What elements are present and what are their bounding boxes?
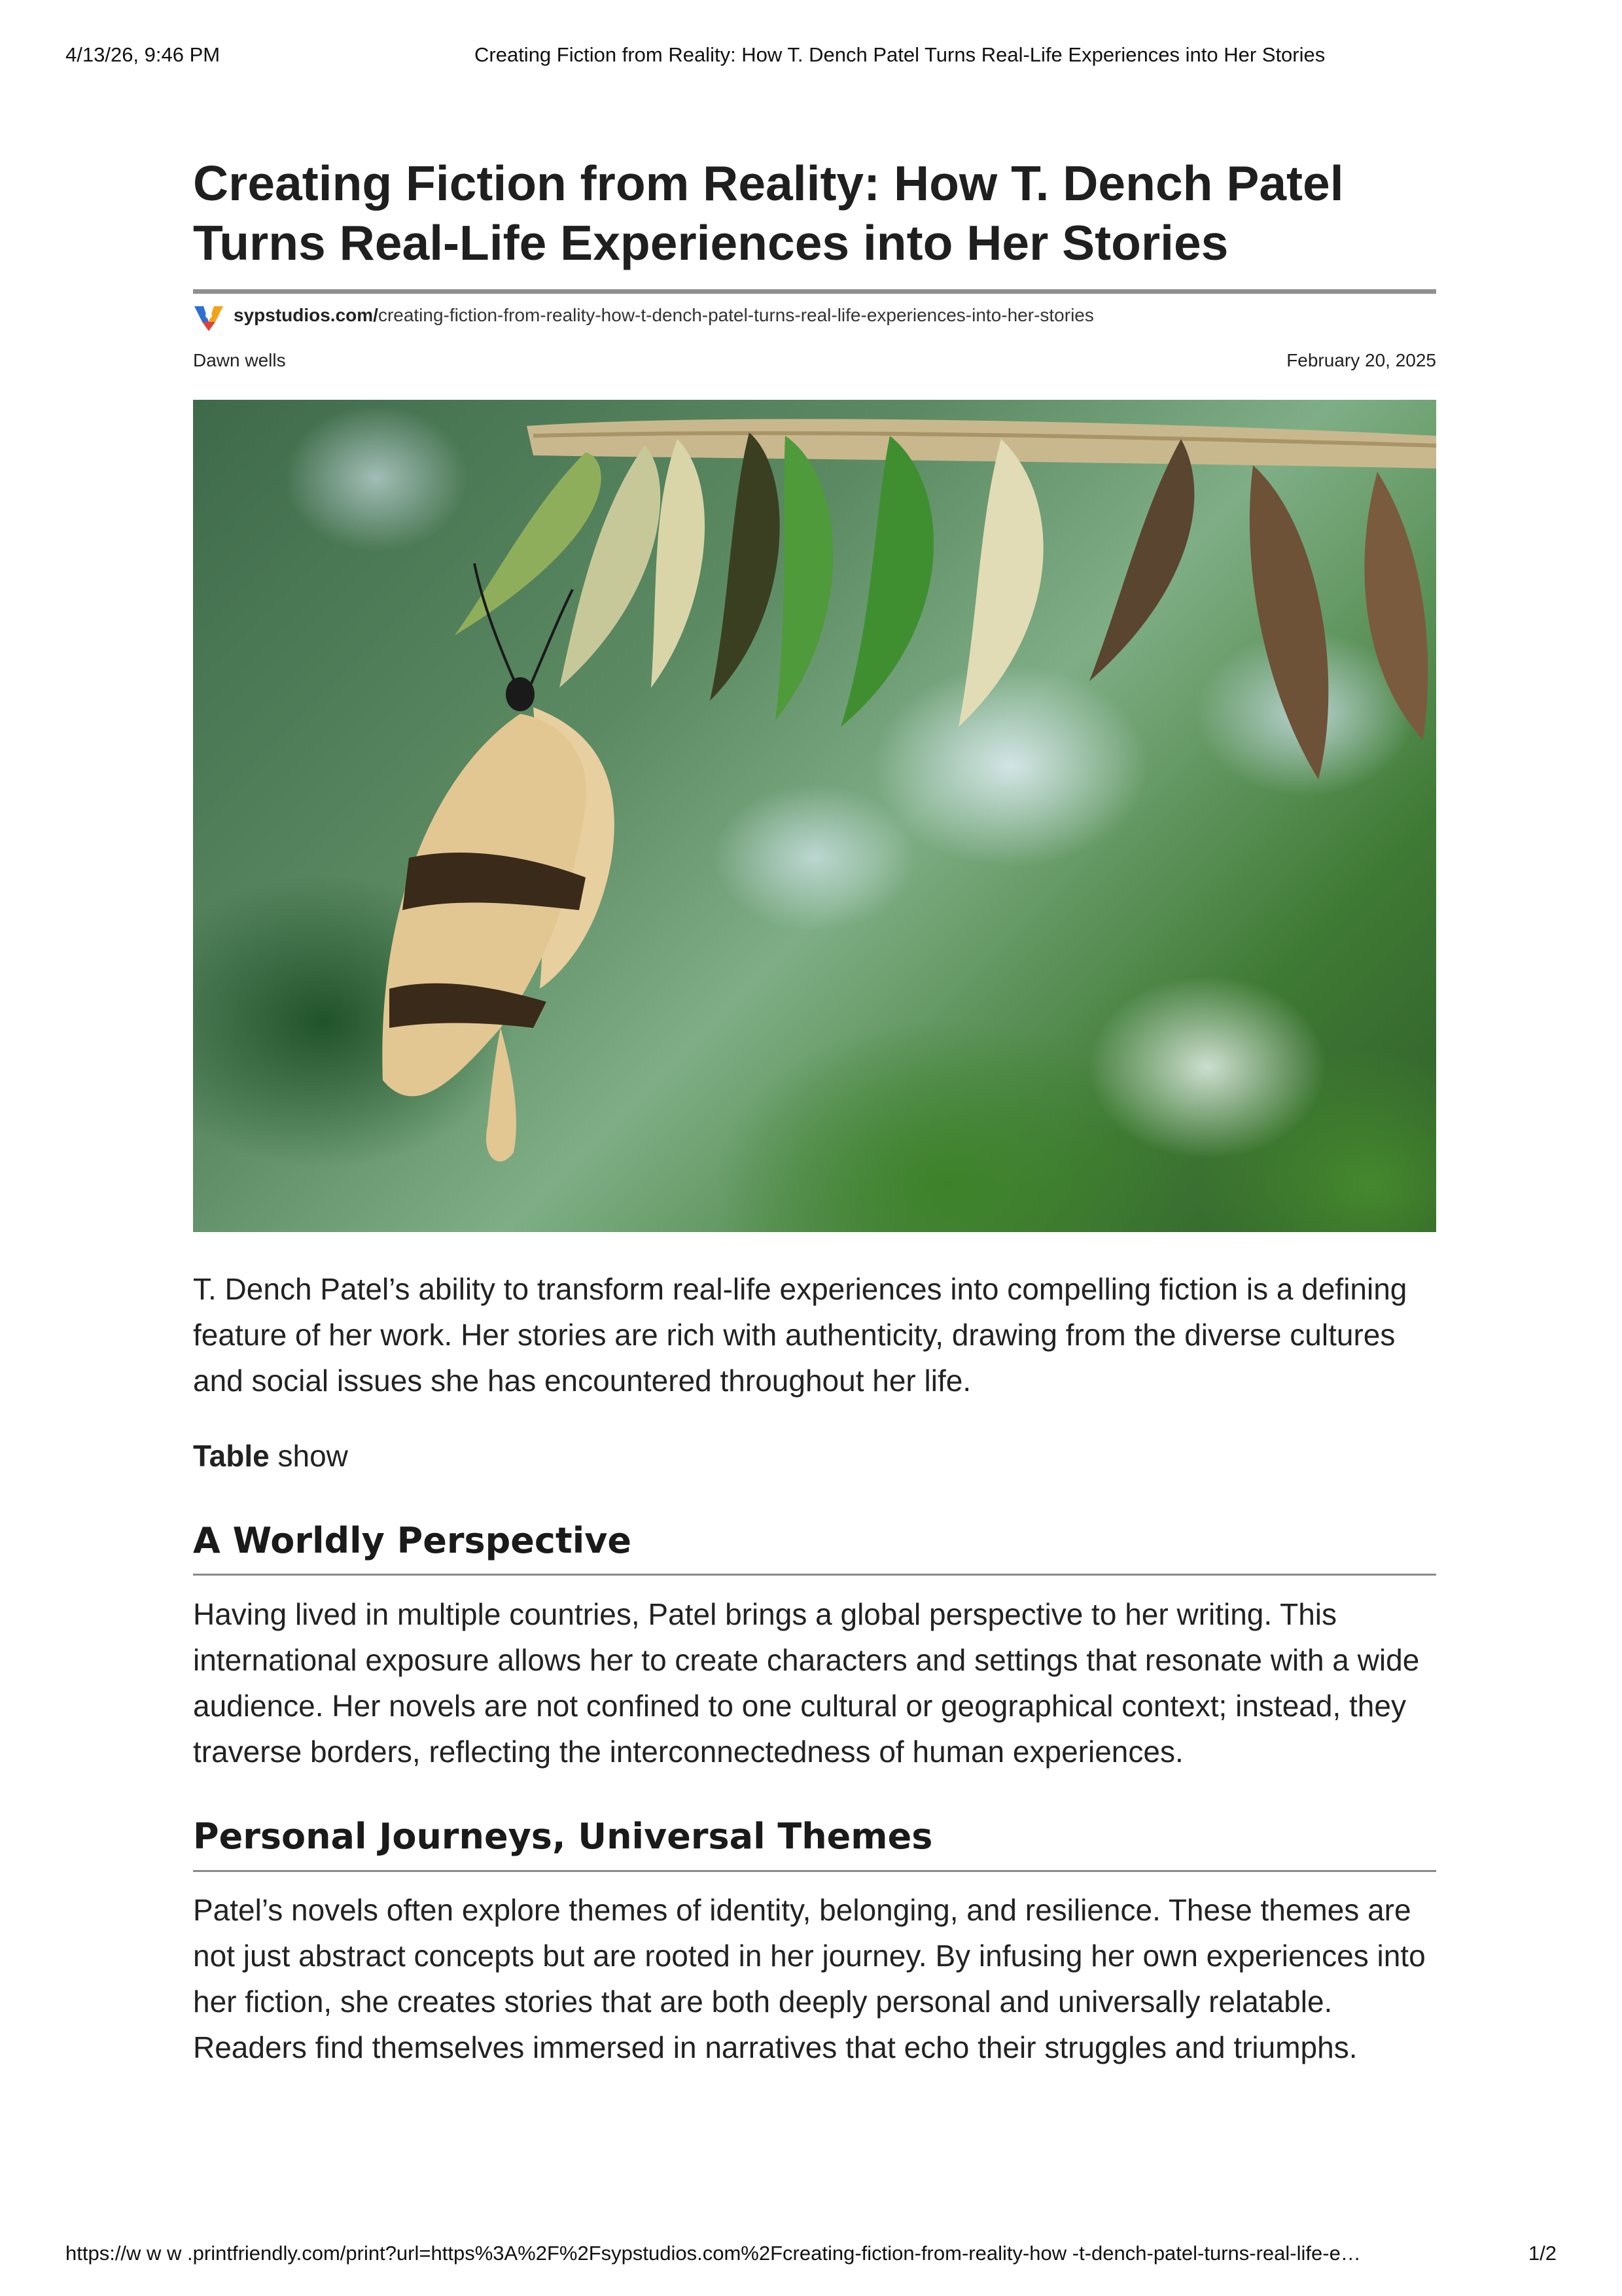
intro-paragraph: T. Dench Patel’s ability to transform real-life experiences into compelling fiction is a defining feature of her work. Her stories are rich with authenticity, drawing from the diverse cultures and social issues she has encountered throughout her life.: [193, 1272, 1407, 1398]
section-paragraph: Patel’s novels often explore themes of identity, belonging, and resilience. These themes are not just abstract concepts but are rooted in her journey. By infusing her own experiences into her fiction, she creates stories that are both deeply personal and universally relatable. Readers find themselves immersed in narratives that echo their struggles and triumphs.: [193, 1893, 1426, 2064]
section-paragraph: Having lived in multiple countries, Patel brings a global perspective to her writing. This international exposure allows her to create characters and settings that resonate with a wide audience. Her novels are not confined to one cultural or geographical context; instead, they traverse borders, reflecting the interconnectedness of human experiences.: [193, 1597, 1420, 1769]
publish-date: February 20, 2025: [1286, 350, 1436, 370]
toc-toggle[interactable]: show: [277, 1439, 348, 1473]
table-of-contents: [193, 1433, 348, 1479]
page-number: 1/2: [1528, 2242, 1557, 2265]
butterfly-chrysalis-illustration: [193, 400, 1436, 1232]
article-source: [193, 300, 1436, 334]
section-divider: [193, 1574, 1436, 1576]
source-path: creating-fiction-from-reality-how-t-dench-patel-turns-real-life-experiences-into-her-stories: [378, 305, 1094, 325]
hero-image: [193, 400, 1436, 1232]
source-domain: sypstudios.com/: [234, 305, 378, 325]
title-divider: [193, 289, 1436, 294]
print-datetime: 4/13/26, 9:46 PM: [65, 43, 220, 66]
article-title: Creating Fiction from Reality: How T. Dench Patel Turns Real-Life Experiences into Her Stories: [193, 156, 1344, 270]
print-header: [65, 43, 1557, 72]
print-footer: [65, 2242, 1557, 2270]
section-heading: Personal Journeys, Universal Themes: [193, 1816, 933, 1857]
source-link[interactable]: [234, 305, 1094, 326]
sypstudios-logo-icon: [193, 302, 224, 332]
author-name: Dawn wells: [193, 350, 286, 370]
print-url: https://w w w .printfriendly.com/print?url=https%3A%2F%2Fsypstudios.com%2Fcreating-fiction-from-reality-how -t-dench-patel-turns-real-life-e…: [65, 2242, 1361, 2265]
print-page-title: Creating Fiction from Reality: How T. Dench Patel Turns Real-Life Experiences into Her Stories: [474, 43, 1326, 66]
section-heading: A Worldly Perspective: [193, 1520, 632, 1561]
section-divider: [193, 1870, 1436, 1872]
toc-label: Table: [193, 1439, 270, 1473]
